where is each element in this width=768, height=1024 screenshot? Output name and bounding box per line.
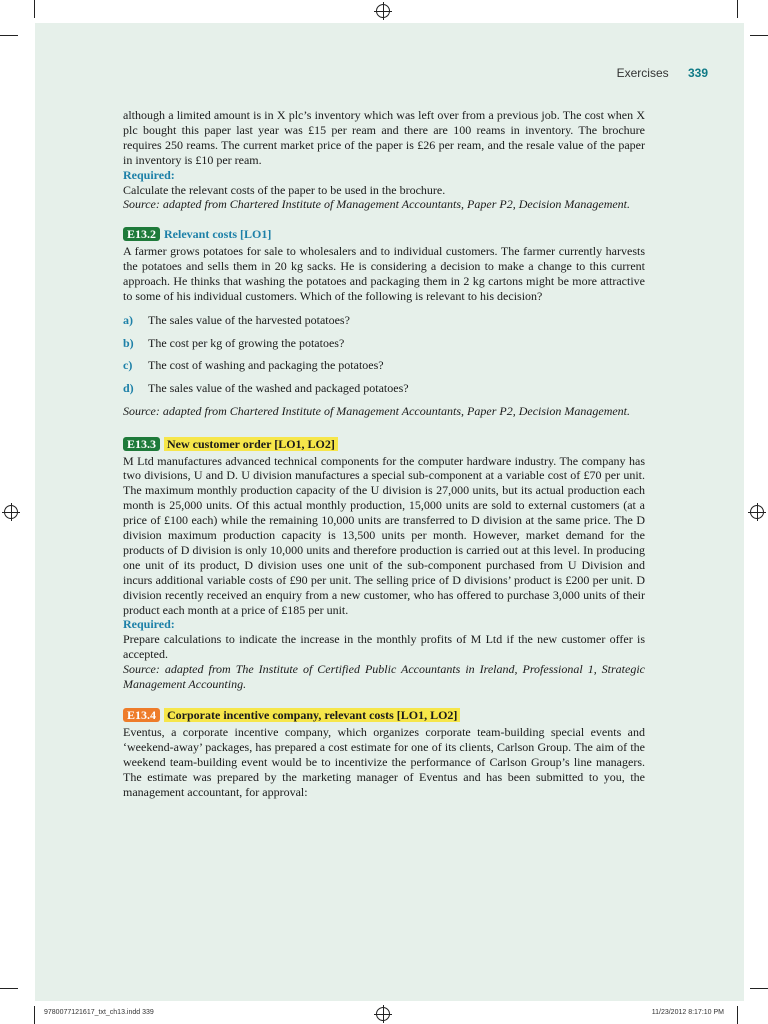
- crop-mark-top-right-h: [750, 35, 768, 36]
- exercise-heading-e13-4: [123, 708, 645, 723]
- crop-mark-bottom-right: [737, 1006, 738, 1024]
- option-letter: b): [123, 335, 134, 350]
- exercise-title: New customer order [LO1, LO2]: [164, 437, 338, 451]
- exercise-code-badge: E13.2: [123, 227, 160, 241]
- source-title: The Institute of Certified Public Accountants in Ireland, Professional 1, Strategic Management Accounting: [123, 662, 646, 692]
- option-item: [123, 313, 645, 328]
- exercise-paragraph: M Ltd manufactures advanced technical components for the computer hardware industry. The company has two divisions, U and D. U division manufactures a special sub-component at a variable cost of £70 per unit. The maximum monthly production capacity of the U division is 27,000 units, but its actual production each month is 25,000 units. Of this actual monthly production, 15,000 units are sold to external customers (at a price of £100 each) while the remaining 10,000 units are transferred to D division at the same price. The D division maximum production capacity is 13,500 units per month. However, market demand for the products of D division is only 10,000 units and therefore production is carried out at this level. In producing one unit of its product, D division uses one unit of the sub-component purchased from U Division and incurs additional variable costs of £90 per unit. The selling price of D divisions’ product is £200 per unit. D division recently received an enquiry from a new customer, who has offered to purchase 3,000 units of their product each month at a price of £185 per unit.: [123, 453, 645, 617]
- exercise-title: Corporate incentive company, relevant costs [LO1, LO2]: [164, 708, 460, 722]
- source-suffix: .: [243, 677, 247, 692]
- exercise-paragraph: A farmer grows potatoes for sale to wholesalers and to individual customers. The farmer currently harvests the potatoes and sells them in 20 kg sacks. He is considering a decision to make a change to this current approach. He thinks that washing the potatoes and packaging them in 2 kg cartons might be more attractive to some of his individual customers. Which of the following is relevant to his decision?: [123, 244, 645, 303]
- option-text: The sales value of the harvested potatoes?: [148, 312, 350, 327]
- registration-mark-icon: [376, 1007, 390, 1021]
- exercise-paragraph: Eventus, a corporate incentive company, which organizes corporate team-building special events and ‘weekend-away’ packages, has prepared a cost estimate for one of its clients, Carlson Group. The aim of the weekend team-building event would be to incentivize the performance of Carlson Group’s line managers. The estimate was prepared by the marketing manager of Eventus and has been submitted to you, the management accountant, for approval:: [123, 724, 645, 799]
- footer-timestamp: 11/23/2012 8:17:10 PM: [651, 1009, 724, 1016]
- crop-mark-top-left-h: [0, 35, 18, 36]
- option-letter: a): [123, 312, 133, 327]
- crop-mark-bottom-left: [34, 1006, 35, 1024]
- registration-mark-icon: [376, 4, 390, 18]
- required-text: Calculate the relevant costs of the paper to be used in the brochure.: [123, 182, 446, 197]
- option-text: The cost per kg of growing the potatoes?: [148, 335, 345, 350]
- source-prefix: Source: adapted from: [123, 662, 236, 677]
- registration-mark-icon: [750, 505, 764, 519]
- source-note: Source: adapted from Chartered Institute of Management Accountants, Paper P2, Decision Management.: [123, 403, 631, 418]
- exercise-heading-e13-3: [123, 437, 645, 452]
- crop-mark-bottom-right-h: [750, 988, 768, 989]
- required-label: Required:: [123, 617, 175, 632]
- running-header: [617, 66, 708, 80]
- option-text: The sales value of the washed and packaged potatoes?: [148, 380, 409, 395]
- options-list: [123, 313, 645, 396]
- crop-mark-top-right: [737, 0, 738, 18]
- exercise-title: Relevant costs [LO1]: [164, 227, 272, 242]
- header-section: Exercises: [616, 66, 669, 80]
- page-content: [123, 108, 645, 799]
- exercise-code-badge: E13.3: [123, 437, 160, 451]
- intro-paragraph: although a limited amount is in X plc’s inventory which was left over from a previous job. The cost when X plc bought this paper last year was £15 per ream and there are 100 reams in inventory. The brochure requires 250 reams. The current market price of the paper is £26 per ream, and the resale value of the paper in inventory is £10 per ream.: [123, 108, 645, 167]
- source-note: Source: adapted from Chartered Institute of Management Accountants, Paper P2, Decision Management.: [123, 197, 631, 212]
- option-letter: d): [123, 380, 134, 395]
- exercise-heading-e13-2: [123, 227, 645, 242]
- source-note: [123, 662, 645, 692]
- crop-mark-bottom-left-h: [0, 988, 18, 989]
- option-item: [123, 381, 645, 396]
- option-letter: c): [123, 358, 133, 373]
- required-label: Required:: [123, 167, 175, 182]
- required-text: Prepare calculations to indicate the increase in the monthly profits of M Ltd if the new customer offer is accepted.: [123, 632, 645, 662]
- exercise-code-badge: E13.4: [123, 708, 160, 722]
- option-text: The cost of washing and packaging the potatoes?: [148, 358, 384, 373]
- registration-mark-icon: [4, 505, 18, 519]
- option-item: [123, 336, 645, 351]
- option-item: [123, 358, 645, 373]
- footer-file: 9780077121617_txt_ch13.indd 339: [44, 1009, 154, 1016]
- crop-mark-top-left: [34, 0, 35, 18]
- page-number: 339: [687, 66, 708, 80]
